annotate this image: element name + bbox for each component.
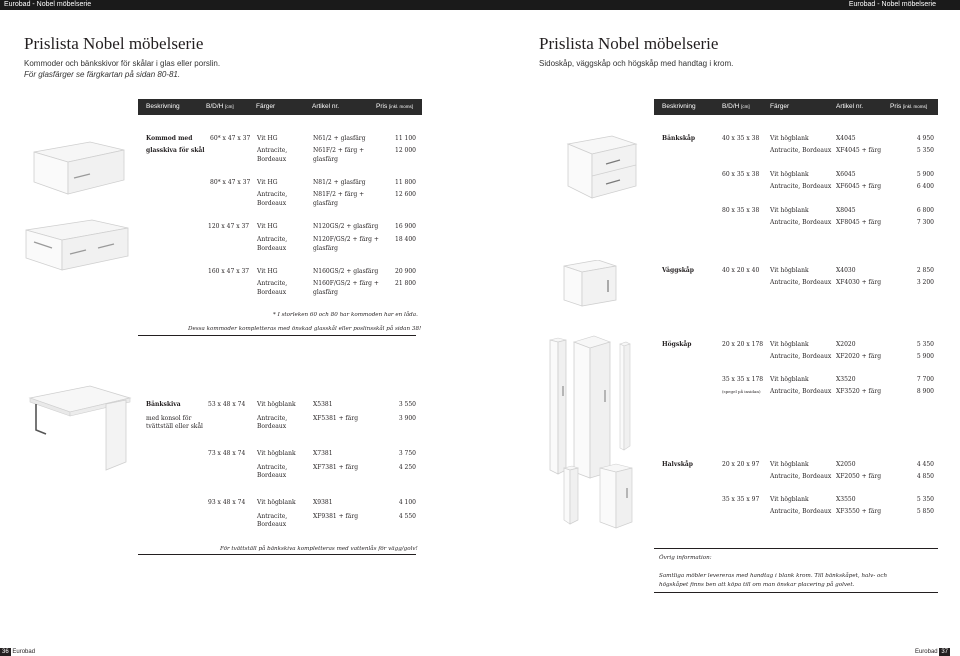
header-article: Artikel nr. xyxy=(836,103,864,110)
divider-right xyxy=(654,548,938,549)
dim: 80* x 47 x 37 xyxy=(210,179,251,186)
color: Vit HG xyxy=(257,135,278,142)
color-alt: Antracite, Bordeaux xyxy=(770,147,832,154)
page-title-right: Prislista Nobel möbelserie xyxy=(539,34,719,53)
page-title-left: Prislista Nobel möbelserie xyxy=(24,34,204,53)
dim: 35 x 35 x 97 xyxy=(722,496,760,503)
dim: 53 x 48 x 74 xyxy=(208,401,246,408)
article-alt-a: N81F/2 + färg + xyxy=(313,191,365,198)
divider-left-bottom xyxy=(138,554,416,555)
article: X2020 xyxy=(836,341,856,348)
price: 5 350 xyxy=(916,496,934,503)
header-price: Pris xyxy=(376,103,388,110)
color-alt-b: Bordeaux xyxy=(257,200,287,207)
article-alt: XF8045 + färg xyxy=(836,219,882,226)
article: N120GS/2 + glasfärg xyxy=(313,223,379,230)
color: Vit högblank xyxy=(770,496,809,503)
article-alt: XF7381 + färg xyxy=(313,464,359,471)
article: N160GS/2 + glasfärg xyxy=(313,268,379,275)
color-alt-a: Antracite, xyxy=(257,236,288,243)
header-dimensions: B/D/H xyxy=(722,103,740,110)
price: 16 900 xyxy=(395,223,416,230)
price-alt: 3 900 xyxy=(398,415,416,422)
color: Vit högblank xyxy=(257,450,296,457)
dim: 80 x 35 x 38 xyxy=(722,207,760,214)
color: Vit högblank xyxy=(770,341,809,348)
article: X3520 xyxy=(836,376,856,383)
dim: 60* x 47 x 37 xyxy=(210,135,251,142)
price-alt: 4 550 xyxy=(398,513,416,520)
price: 6 800 xyxy=(916,207,934,214)
article: N61/2 + glasfärg xyxy=(313,135,366,142)
group-bankskiva-name2: med konsol för xyxy=(146,415,192,422)
group-halvskap: Halvskåp xyxy=(662,461,693,468)
price-alt: 4 850 xyxy=(916,473,934,480)
price-alt: 5 900 xyxy=(916,353,934,360)
article-alt-a: N61F/2 + färg + xyxy=(313,147,365,154)
note-bankskiva: För tvättställ på bänkskiva kompletteras med vattenlås för vägg/golv! xyxy=(220,546,418,552)
color-alt-b: Bordeaux xyxy=(257,289,287,296)
price-alt: 4 250 xyxy=(398,464,416,471)
price-alt: 7 300 xyxy=(916,219,934,226)
color-alt: Antracite, Bordeaux xyxy=(770,508,832,515)
top-bar-left-title: Eurobad - Nobel möbelserie xyxy=(4,1,92,8)
divider-right-bottom xyxy=(654,592,938,593)
article: X7381 xyxy=(313,450,333,457)
price: 2 850 xyxy=(916,267,934,274)
top-bar xyxy=(0,0,960,10)
dim-note: (spegel på insidan) xyxy=(722,389,761,394)
kommod-60-image xyxy=(28,138,128,200)
article: X4045 xyxy=(836,135,856,142)
footer-left xyxy=(0,648,35,656)
hogskap-image xyxy=(544,334,644,480)
header-colors: Färger xyxy=(770,103,790,110)
article: X4030 xyxy=(836,267,856,274)
article-alt-b: glasfärg xyxy=(313,245,338,252)
color-alt-b: Bordeaux xyxy=(257,423,287,430)
article: X5381 xyxy=(313,401,333,408)
color-alt-a: Antracite, xyxy=(257,280,288,287)
price: 5 900 xyxy=(916,171,934,178)
dim: 160 x 47 x 37 xyxy=(208,268,250,275)
color-alt-b: Bordeaux xyxy=(257,156,287,163)
price-alt: 8 900 xyxy=(916,388,934,395)
price-alt: 12 000 xyxy=(395,147,416,154)
price-alt: 5 350 xyxy=(916,147,934,154)
color-alt-a: Antracite, xyxy=(257,513,288,520)
vaggskap-image xyxy=(550,260,630,310)
header-description: Beskrivning xyxy=(662,103,696,110)
color-alt-b: Bordeaux xyxy=(257,521,287,528)
color: Vit högblank xyxy=(257,499,296,506)
color: Vit högblank xyxy=(770,267,809,274)
price: 20 900 xyxy=(395,268,416,275)
price: 4 450 xyxy=(916,461,934,468)
article-alt: XF3550 + färg xyxy=(836,508,882,515)
header-price-unit: [inkl. moms] xyxy=(903,104,928,109)
price: 11 800 xyxy=(395,179,416,186)
dim: 20 x 20 x 178 xyxy=(722,341,764,348)
color-alt-b: Bordeaux xyxy=(257,245,287,252)
color: Vit HG xyxy=(257,268,278,275)
color-alt-a: Antracite, xyxy=(257,191,288,198)
article-alt-b: glasfärg xyxy=(313,156,338,163)
dim: 93 x 48 x 74 xyxy=(208,499,246,506)
footer-page-number: 36 xyxy=(2,649,9,655)
color: Vit högblank xyxy=(770,171,809,178)
table-header-right xyxy=(654,99,938,115)
header-dim-unit: [cm] xyxy=(741,104,750,109)
group-hogskap: Högskåp xyxy=(662,341,692,348)
color: Vit högblank xyxy=(770,461,809,468)
group-kommod-name2: glasskiva för skål xyxy=(146,147,205,154)
dim: 35 x 35 x 178 xyxy=(722,376,764,383)
group-vaggskap: Väggskåp xyxy=(662,267,695,274)
color: Vit HG xyxy=(257,179,278,186)
subtitle-right: Sidoskåp, väggskåp och högskåp med handtag i krom. xyxy=(539,59,734,68)
color-alt: Antracite, Bordeaux xyxy=(770,388,832,395)
price: 5 350 xyxy=(916,341,934,348)
group-bankskiva-name1: Bänkskiva xyxy=(146,401,181,408)
price-alt: 5 850 xyxy=(916,508,934,515)
article-alt: XF4045 + färg xyxy=(836,147,882,154)
price-alt: 18 400 xyxy=(395,236,416,243)
footer-brand: Eurobad xyxy=(914,649,938,655)
group-bankskiva-name3: tvättställ eller skål xyxy=(146,423,203,430)
info-line-2: högskåpet finns ben att köpa till om man önskar placering på golvet. xyxy=(659,582,855,588)
price-alt: 12 600 xyxy=(395,191,416,198)
color-alt-a: Antracite, xyxy=(257,415,288,422)
bankskap-image xyxy=(540,134,640,204)
dim: 60 x 35 x 38 xyxy=(722,171,760,178)
price: 4 950 xyxy=(916,135,934,142)
halvskap-image xyxy=(560,462,640,542)
header-price: Pris xyxy=(890,103,902,110)
subtitle-left-1: Kommoder och bänkskivor för skålar i glas eller porslin. xyxy=(24,59,221,68)
color-alt: Antracite, Bordeaux xyxy=(770,219,832,226)
color-alt: Antracite, Bordeaux xyxy=(770,353,832,360)
dim: 73 x 48 x 74 xyxy=(208,450,246,457)
color: Vit HG xyxy=(257,223,278,230)
info-title: Övrig information: xyxy=(659,555,712,561)
color-alt: Antracite, Bordeaux xyxy=(770,279,832,286)
dim: 40 x 35 x 38 xyxy=(722,135,760,142)
price: 7 700 xyxy=(916,376,934,383)
article-alt-a: N160F/GS/2 + färg + xyxy=(313,280,379,287)
divider-left xyxy=(138,335,416,336)
color-alt-b: Bordeaux xyxy=(257,472,287,479)
group-kommod-name1: Kommod med xyxy=(146,135,193,142)
article: N81/2 + glasfärg xyxy=(313,179,366,186)
note-kommod-drawer: * I storleken 60 och 80 har kommoden har en låda. xyxy=(273,312,418,318)
article-alt: XF5381 + färg xyxy=(313,415,359,422)
color-alt-a: Antracite, xyxy=(257,464,288,471)
table-header-left xyxy=(138,99,422,115)
header-dimensions: B/D/H xyxy=(206,103,224,110)
top-bar-right-title: Eurobad - Nobel möbelserie xyxy=(848,1,936,8)
color: Vit högblank xyxy=(770,207,809,214)
note-kommod-bowl: Dessa kommoder kompletteras med önskad glasskål eller poslinsskål på sidan 38! xyxy=(188,326,422,332)
article-alt: XF4030 + färg xyxy=(836,279,882,286)
article-alt-a: N120F/GS/2 + färg + xyxy=(313,236,379,243)
subtitle-left-2: För glasfärger se färgkartan på sidan 80-81. xyxy=(24,70,181,79)
color: Vit högblank xyxy=(770,135,809,142)
color-alt: Antracite, Bordeaux xyxy=(770,473,832,480)
info-line-1: Samtliga möbler levereras med handtag i blank krom. Till bänkskåpet, halv- och xyxy=(659,573,888,579)
article: X9381 xyxy=(313,499,333,506)
header-dim-unit: [cm] xyxy=(225,104,234,109)
dim: 120 x 47 x 37 xyxy=(208,223,250,230)
header-colors: Färger xyxy=(256,103,276,110)
group-bankskap: Bänkskåp xyxy=(662,135,696,142)
bankskiva-image xyxy=(26,384,136,474)
article: X8045 xyxy=(836,207,856,214)
footer-right xyxy=(915,648,950,656)
article-alt-b: glasfärg xyxy=(313,200,338,207)
color: Vit högblank xyxy=(770,376,809,383)
price-alt: 6 400 xyxy=(916,183,934,190)
header-price-unit: [inkl. moms] xyxy=(389,104,414,109)
price: 11 100 xyxy=(395,135,416,142)
article: X3550 xyxy=(836,496,856,503)
price-alt: 21 800 xyxy=(395,280,416,287)
price-alt: 3 200 xyxy=(916,279,934,286)
footer-page-number: 37 xyxy=(941,649,948,655)
dim: 20 x 20 x 97 xyxy=(722,461,760,468)
price: 3 550 xyxy=(398,401,416,408)
color-alt-a: Antracite, xyxy=(257,147,288,154)
article-alt: XF2050 + färg xyxy=(836,473,882,480)
header-description: Beskrivning xyxy=(146,103,180,110)
article-alt: XF6045 + färg xyxy=(836,183,882,190)
price: 4 100 xyxy=(398,499,416,506)
article: X6045 xyxy=(836,171,856,178)
color-alt: Antracite, Bordeaux xyxy=(770,183,832,190)
header-article: Artikel nr. xyxy=(312,103,340,110)
article: X2050 xyxy=(836,461,856,468)
article-alt: XF2020 + färg xyxy=(836,353,882,360)
color: Vit högblank xyxy=(257,401,296,408)
article-alt: XF9381 + färg xyxy=(313,513,359,520)
price: 3 750 xyxy=(398,450,416,457)
dim: 40 x 20 x 40 xyxy=(722,267,760,274)
footer-brand: Eurobad xyxy=(12,649,36,655)
article-alt: XF3520 + färg xyxy=(836,388,882,395)
article-alt-b: glasfärg xyxy=(313,289,338,296)
kommod-120-image xyxy=(22,218,132,278)
